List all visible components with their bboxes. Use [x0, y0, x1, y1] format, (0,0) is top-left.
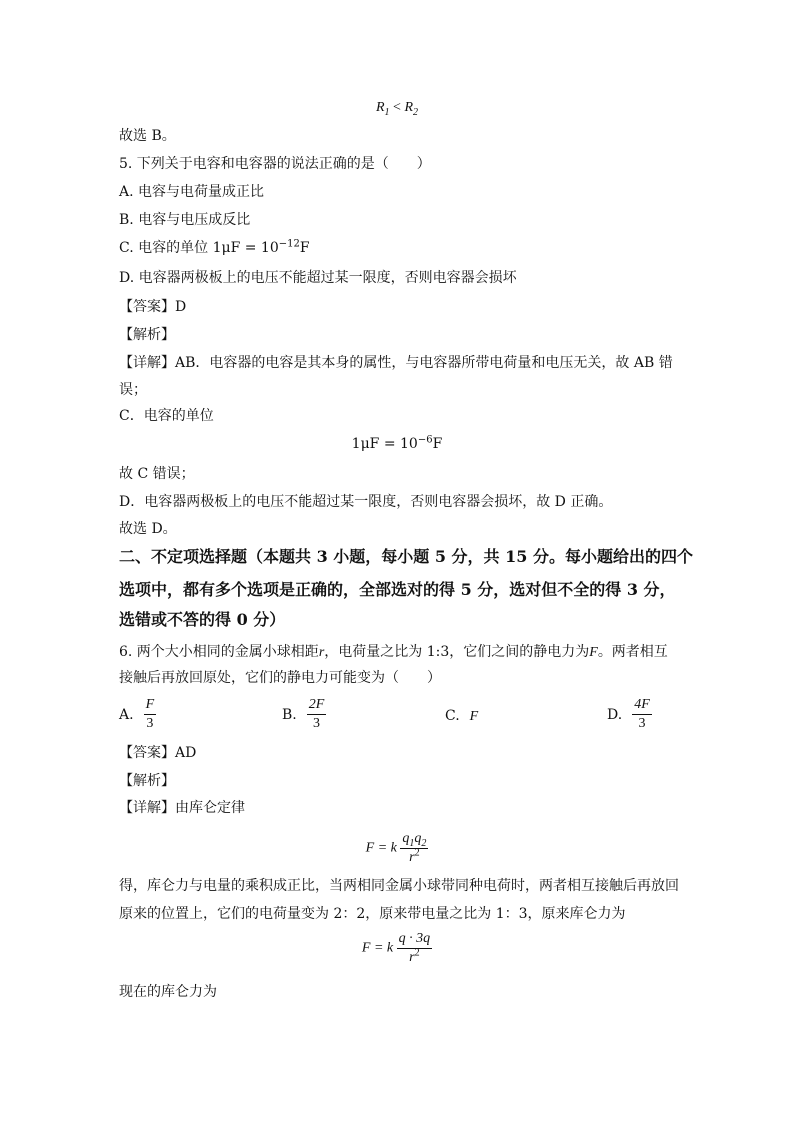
- variable: q: [414, 831, 422, 846]
- question-6-option-b: [282, 696, 326, 733]
- question-5-option-d: D. 电容器两极板上的电压不能超过某一限度，否则电容器会损坏: [119, 270, 517, 286]
- section-heading: 二、不定项选择题（本题共 3 小题，每小题 5 分，共 15 分。每小题给出的四个: [119, 547, 693, 566]
- question-5-stem: 5. 下列关于电容和电容器的说法正确的是（ ）: [119, 156, 431, 172]
- variable: r: [409, 850, 415, 865]
- explanation-5-line: 故选 D。: [119, 521, 177, 537]
- stem-text: ，电荷量之比为 1:3，它们之间的静电力为: [324, 644, 590, 660]
- variable: q: [402, 831, 410, 846]
- formula-coulomb-law: [0, 830, 794, 867]
- denominator: [397, 949, 433, 967]
- numerator: q · 3q: [397, 930, 433, 949]
- explanation-6-line: 原来的位置上，它们的电荷量变为 2：2，原来带电量之比为 1：3，原来库仑力为: [119, 906, 626, 922]
- fraction: [397, 930, 433, 967]
- option-text: C. 电容的单位 1μF = 10: [119, 240, 279, 256]
- formula-symbol: R: [375, 100, 385, 115]
- answer-6: 【答案】AD: [119, 745, 197, 761]
- question-5-option-a: A. 电容与电荷量成正比: [119, 184, 265, 200]
- section-heading: 选错或不答的得 0 分）: [119, 610, 286, 629]
- section-heading: 选项中，都有多个选项是正确的，全部选对的得 5 分，选对但不全的得 3 分，: [119, 580, 676, 599]
- question-6-option-c: [445, 706, 478, 727]
- exponent: −12: [278, 238, 300, 250]
- formula-subscript: 2: [413, 106, 419, 118]
- formula-original-force: [0, 930, 794, 967]
- option-label: B.: [282, 706, 297, 723]
- explanation-5-line: 【详解】AB．电容器的电容是其本身的属性，与电容器所带电荷量和电压无关，故 AB 错: [119, 355, 673, 371]
- question-5-option-c: [119, 238, 310, 258]
- denominator: 3: [146, 716, 154, 731]
- answer-5: 【答案】D: [119, 299, 187, 315]
- stem-text: 6. 两个大小相同的金属小球相距: [119, 644, 319, 660]
- explanation-5-line: 误；: [119, 382, 147, 398]
- explanation-5-line: D．电容器两极板上的电压不能超过某一限度，否则电容器会损坏，故 D 正确。: [119, 494, 613, 510]
- question-5-option-b: B. 电容与电压成反比: [119, 212, 251, 228]
- option-label: A.: [119, 706, 134, 723]
- unit-text: F: [299, 240, 310, 256]
- subscript: 2: [421, 837, 427, 849]
- fraction: [400, 830, 428, 867]
- exponent: 2: [414, 847, 420, 859]
- formula-symbol: R: [404, 100, 414, 115]
- formula-subscript: 1: [384, 106, 390, 118]
- question-6-option-a: [119, 696, 156, 733]
- numerator: [400, 830, 428, 849]
- fraction: [632, 696, 652, 733]
- analysis-5-header: 【解析】: [119, 327, 175, 343]
- formula-r1-lt-r2: [0, 98, 794, 118]
- subscript: 1: [409, 837, 415, 849]
- stem-text: 。两者相互: [597, 644, 668, 660]
- denominator: [400, 849, 428, 867]
- variable: r: [318, 645, 325, 660]
- explanation-6-line: 【详解】由库仑定律: [119, 800, 245, 816]
- question-6-option-d: [607, 696, 652, 733]
- variable: r: [409, 950, 415, 965]
- exponent: 2: [414, 947, 420, 959]
- text-line: 故选 B。: [119, 128, 176, 144]
- denominator: 3: [638, 716, 646, 731]
- formula-operator: <: [389, 100, 405, 115]
- explanation-6-line: 得，库仑力与电量的乘积成正比，当两相同金属小球带同种电荷时，两者相互接触后再放回: [119, 878, 679, 894]
- explanation-5-line: 故 C 错误；: [119, 466, 195, 482]
- fraction: [144, 696, 157, 733]
- option-label: D.: [607, 706, 623, 723]
- formula-text: 1μF = 10: [351, 436, 418, 452]
- numerator: F: [144, 696, 157, 715]
- variable: F: [589, 645, 598, 660]
- question-6-stem: 接触后再放回原处，它们的静电力可能变为（ ）: [119, 670, 441, 686]
- exponent: −6: [417, 434, 433, 446]
- unit-text: F: [432, 436, 443, 452]
- explanation-5-line: C．电容的单位: [119, 408, 214, 424]
- formula-lhs: F = k: [365, 840, 397, 856]
- option-label: C.: [445, 708, 460, 724]
- formula-microfarad: [0, 434, 794, 454]
- fraction: [307, 696, 327, 733]
- analysis-6-header: 【解析】: [119, 773, 175, 789]
- option-value: F: [469, 709, 479, 724]
- question-6-stem: [119, 642, 668, 663]
- denominator: 3: [313, 716, 321, 731]
- numerator: 4F: [632, 696, 652, 715]
- numerator: 2F: [307, 696, 327, 715]
- explanation-6-line: 现在的库仑力为: [119, 984, 217, 1000]
- formula-lhs: F = k: [361, 940, 394, 956]
